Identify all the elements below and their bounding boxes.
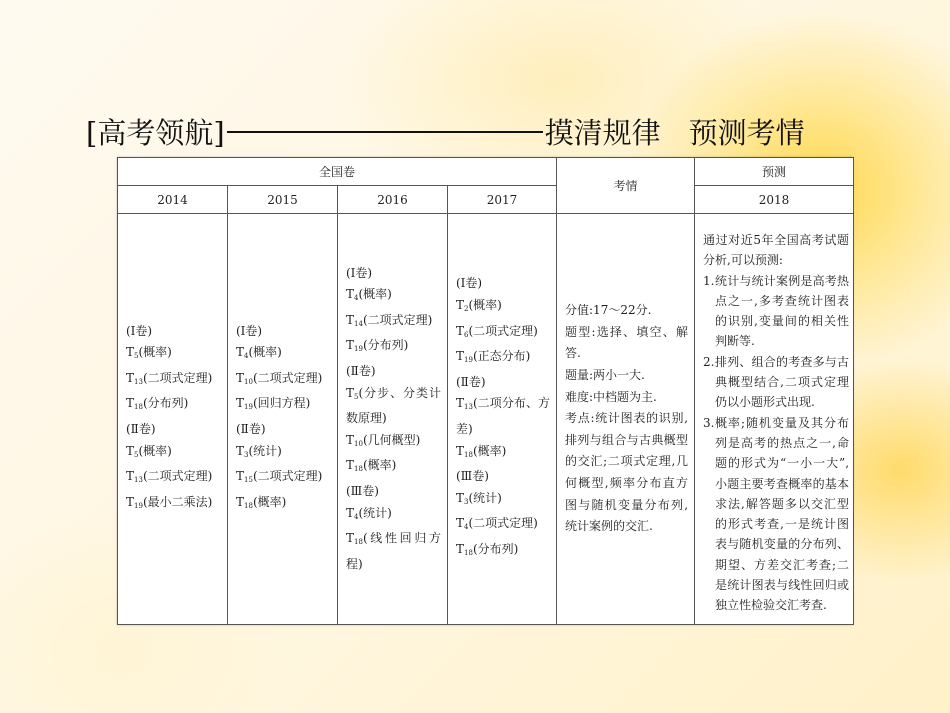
- question-topic: (最小二乘法): [142, 494, 213, 509]
- question-index: 18: [244, 501, 253, 510]
- cell-line: 题型:选择、填空、解答.: [565, 324, 689, 361]
- question-index: 5: [354, 392, 359, 401]
- cell-line: 题量:两小一大.: [565, 368, 645, 383]
- question-topic: (分步、分类计数原理): [346, 385, 441, 426]
- question-topic: (分布列): [472, 541, 519, 556]
- question-number: T: [126, 370, 135, 385]
- cell-line: [346, 284, 441, 310]
- question-number: T: [346, 385, 355, 400]
- question-topic: (二项式定理): [142, 370, 213, 385]
- cell-line: [236, 368, 331, 394]
- question-index: 4: [464, 523, 469, 532]
- header-year-2017: 2017: [448, 186, 557, 214]
- question-number: T: [456, 349, 465, 364]
- cell-line: [346, 310, 441, 336]
- cell-line: [346, 430, 441, 456]
- question-number: T: [236, 443, 245, 458]
- question-index: 10: [244, 377, 253, 386]
- question-topic: (二项式定理): [252, 370, 323, 385]
- question-index: 14: [354, 319, 363, 328]
- cell-line: 难度:中档题为主.: [565, 389, 657, 404]
- cell-line: [456, 393, 550, 440]
- question-topic: (线性回归方程): [346, 531, 441, 571]
- question-topic: (二项式定理): [142, 469, 213, 484]
- question-number: T: [346, 505, 355, 520]
- question-index: 18: [354, 538, 363, 547]
- question-number: T: [456, 443, 465, 458]
- cell-line: [126, 466, 221, 492]
- question-index: 13: [134, 476, 143, 485]
- question-topic: (概率): [468, 298, 502, 313]
- exam-analysis-table-container: [117, 157, 853, 625]
- question-number: T: [346, 312, 355, 327]
- question-number: T: [126, 443, 135, 458]
- question-index: 10: [354, 439, 363, 448]
- question-topic: (概率): [248, 345, 282, 360]
- prediction-item-text: 统计与统计案例是高考热点之一,多考查统计图表的识别,变量间的相关性判断等.: [715, 273, 850, 349]
- cell-line: [236, 492, 331, 518]
- cell-line: (Ⅰ卷): [236, 323, 263, 338]
- question-topic: (二项分布、方差): [456, 396, 551, 436]
- cell-line: [346, 383, 441, 430]
- cell-line: (Ⅰ卷): [346, 265, 373, 280]
- question-topic: (分布列): [142, 396, 189, 411]
- cell-line: (Ⅰ卷): [456, 276, 483, 291]
- question-topic: (概率): [472, 443, 507, 458]
- question-number: T: [236, 469, 245, 484]
- cell-line: [346, 528, 441, 575]
- question-number: T: [346, 458, 355, 473]
- cell-line: [456, 488, 550, 514]
- question-number: T: [456, 323, 465, 338]
- prediction-item: [703, 352, 849, 413]
- question-index: 2: [464, 305, 469, 314]
- header-year-2014: 2014: [118, 186, 228, 214]
- cell-line: (Ⅱ卷): [456, 374, 486, 389]
- cell-line: [236, 441, 331, 467]
- cell-line: [456, 321, 550, 347]
- prediction-item-number: 1.: [703, 273, 715, 288]
- header-year-2015: 2015: [228, 186, 338, 214]
- question-index: 18: [354, 465, 363, 474]
- question-topic: (正态分布): [472, 349, 531, 364]
- question-topic: (二项式定理): [252, 469, 323, 484]
- question-number: T: [456, 396, 465, 411]
- question-number: T: [346, 338, 355, 353]
- question-index: 19: [134, 501, 143, 510]
- question-topic: (统计): [468, 490, 502, 505]
- question-topic: (分布列): [362, 338, 409, 353]
- question-topic: (统计): [358, 505, 392, 520]
- question-topic: (回归方程): [252, 396, 311, 411]
- question-index: 19: [464, 356, 473, 365]
- question-number: T: [236, 345, 245, 360]
- cell-line: [346, 455, 441, 481]
- exam-analysis-table: [117, 157, 854, 625]
- cell-2015: [228, 214, 338, 625]
- question-topic: (概率): [362, 458, 397, 473]
- cell-line: [456, 346, 550, 372]
- question-topic: (二项式定理): [468, 516, 538, 531]
- question-number: T: [236, 396, 245, 411]
- question-index: 5: [134, 450, 139, 459]
- question-number: T: [456, 298, 465, 313]
- question-topic: (概率): [138, 345, 172, 360]
- cell-line: [126, 342, 221, 368]
- question-index: 4: [354, 512, 359, 521]
- cell-prediction: [695, 214, 854, 625]
- prediction-item-number: 2.: [703, 354, 715, 369]
- cell-2017: [448, 214, 557, 625]
- question-topic: (几何概型): [362, 432, 421, 447]
- question-number: T: [346, 287, 355, 302]
- cell-kaoqing: [557, 214, 695, 625]
- prediction-item-text: 概率;随机变量及其分布列是高考的热点之一,命题的形式为“一小一大”,小题主要考查概率的基本求法,解答题多以交汇型的形式考查,一是统计图表与随机变量的分布列、期望、方差交汇考查;二是统计图表与线性回归或独立性检验交汇考查.: [715, 415, 850, 613]
- heading-title-b: 预测考情: [688, 115, 805, 150]
- heading-rule: [227, 131, 543, 133]
- cell-line: [456, 539, 550, 565]
- prediction-item: [703, 413, 849, 616]
- cell-line: (Ⅱ卷): [236, 422, 266, 436]
- cell-line: (Ⅲ卷): [346, 483, 379, 498]
- cell-line: [456, 295, 550, 321]
- cell-line: (Ⅲ卷): [456, 469, 489, 484]
- question-index: 3: [464, 497, 469, 506]
- question-index: 4: [244, 352, 249, 361]
- question-number: T: [346, 531, 355, 546]
- prediction-item: [703, 271, 849, 352]
- question-number: T: [456, 541, 465, 556]
- cell-line: [236, 393, 331, 419]
- prediction-item-text: 排列、组合的考查多与古典概型结合,二项式定理仍以小题形式出现.: [715, 354, 850, 410]
- question-index: 19: [244, 403, 253, 412]
- cell-line: (Ⅱ卷): [126, 422, 156, 436]
- question-number: T: [456, 516, 465, 531]
- cell-line: [236, 466, 331, 492]
- question-number: T: [456, 490, 465, 505]
- header-kaoqing: 考情: [557, 158, 695, 214]
- question-number: T: [126, 396, 135, 411]
- cell-line: (Ⅱ卷): [346, 364, 376, 379]
- question-topic: (统计): [248, 443, 282, 458]
- header-year-2016: 2016: [338, 186, 448, 214]
- question-number: T: [236, 494, 245, 509]
- question-number: T: [126, 469, 135, 484]
- question-index: 18: [464, 548, 473, 557]
- header-yuce: 预测: [695, 158, 854, 186]
- section-heading: [86, 108, 846, 154]
- question-index: 13: [134, 377, 143, 386]
- prediction-item-number: 3.: [703, 415, 715, 430]
- cell-line: 分值:17～22分.: [565, 303, 652, 318]
- cell-line: [126, 492, 221, 518]
- question-index: 5: [134, 352, 139, 361]
- heading-label: [高考领航]: [86, 115, 225, 150]
- heading-title-a: 摸清规律: [544, 115, 661, 150]
- cell-2014: [118, 214, 228, 625]
- prediction-intro: 通过对近5年全国高考试题分析,可以预测:: [703, 233, 850, 268]
- cell-2016: [338, 214, 448, 625]
- question-topic: (概率): [252, 494, 287, 509]
- question-number: T: [126, 345, 135, 360]
- cell-line: [456, 513, 550, 539]
- question-topic: (概率): [138, 443, 172, 458]
- cell-line: 考点:统计图表的识别,排列与组合与古典概型的交汇;二项式定理,几何概型,频率分布直方图与随机变量分布列,统计案例的交汇.: [565, 411, 689, 534]
- cell-line: [126, 368, 221, 394]
- question-index: 3: [244, 450, 249, 459]
- question-number: T: [126, 494, 135, 509]
- question-number: T: [236, 370, 245, 385]
- cell-line: (Ⅰ卷): [126, 323, 153, 338]
- question-index: 6: [464, 330, 469, 339]
- cell-line: [126, 393, 221, 419]
- question-topic: (二项式定理): [468, 323, 538, 338]
- cell-line: [346, 335, 441, 361]
- question-index: 18: [134, 403, 143, 412]
- question-topic: (概率): [358, 287, 392, 302]
- question-index: 15: [244, 476, 253, 485]
- cell-line: [236, 342, 331, 368]
- header-national-papers: 全国卷: [118, 158, 557, 186]
- cell-line: [456, 441, 550, 467]
- cell-line: [126, 441, 221, 467]
- question-topic: (二项式定理): [362, 312, 433, 327]
- question-index: 19: [354, 345, 363, 354]
- question-index: 18: [464, 450, 473, 459]
- question-index: 13: [464, 403, 473, 412]
- question-index: 4: [354, 294, 359, 303]
- cell-line: [346, 503, 441, 529]
- header-year-2018: 2018: [695, 186, 854, 214]
- question-number: T: [346, 432, 355, 447]
